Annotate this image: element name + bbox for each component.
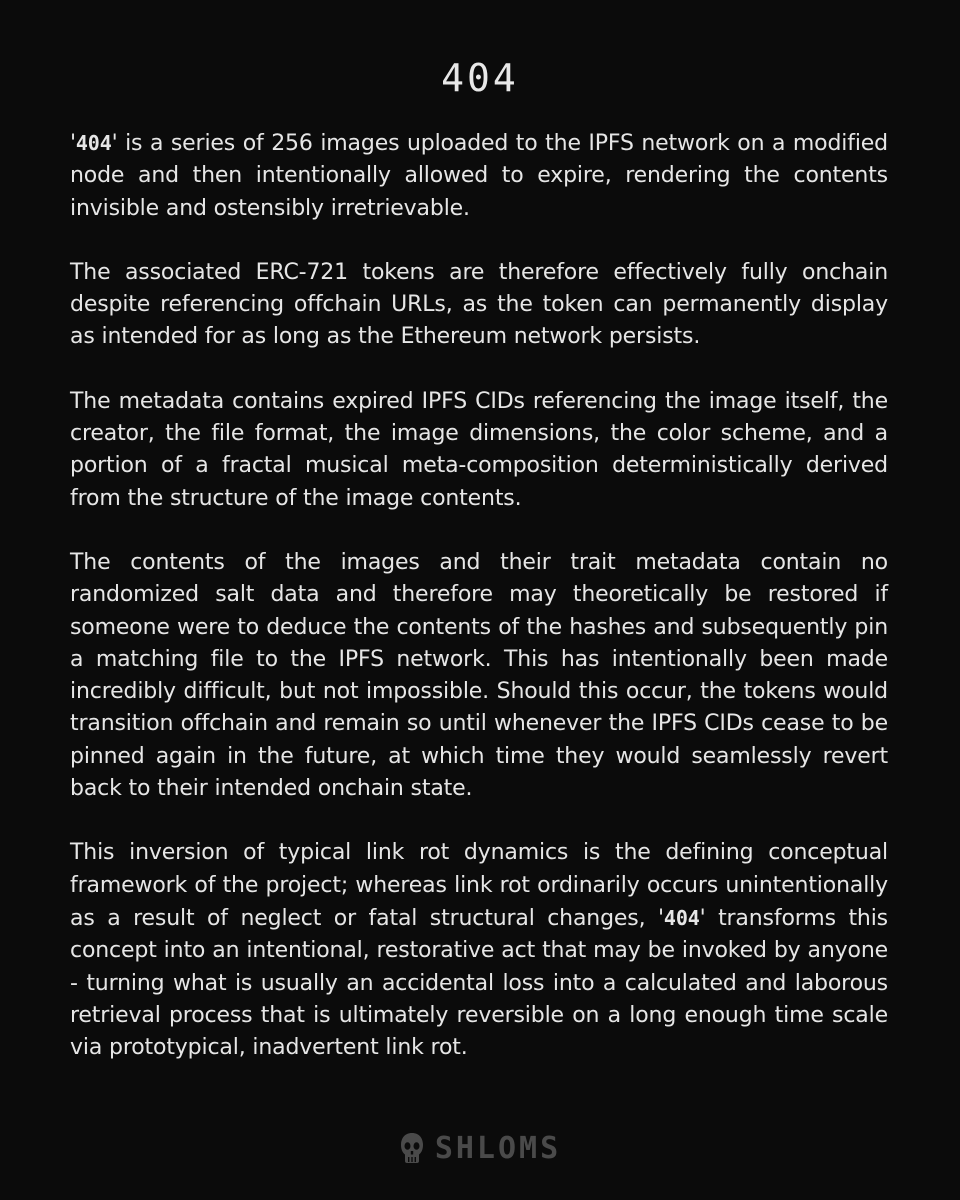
skull-icon bbox=[399, 1132, 425, 1164]
body-text bbox=[70, 127, 888, 1096]
quote-close: ' bbox=[111, 131, 118, 156]
paragraph-link-rot bbox=[70, 837, 888, 1064]
inline-code-404: 404 bbox=[75, 131, 112, 155]
paragraph-intro-text: is a series of 256 images uploaded to the IPFS network on a modified node and then intentionally allowed to expire, rendering the contents invisible and ostensibly irretrievable. bbox=[70, 131, 888, 221]
paragraph-tokens: The associated ERC-721 tokens are therefore effectively fully onchain despite referencing offchain URLs, as the token can permanently display as intended for as long as the Ethereum network persists. bbox=[70, 259, 888, 350]
page-title: 404 bbox=[441, 56, 519, 100]
logo-text: SHLOMS bbox=[434, 1130, 562, 1166]
footer-logo bbox=[0, 1128, 960, 1168]
paragraph-intro bbox=[70, 127, 888, 225]
paragraph-restoration: The contents of the images and their trait metadata contain no randomized salt data and therefore may theoretically be restored if someone were to deduce the contents of the hashes and subsequently pin a matching file to the IPFS network. This has intentionally been made incredibly difficult, but not impossible. Should this occur, the tokens would transition offchain and remain so until whenever the IPFS CIDs cease to be pinned again in the future, at which time they would seamlessly revert back to their intended onchain state. bbox=[70, 549, 888, 802]
paragraph-link-rot-text-after: ' transforms this concept into an intentional, restorative act that may be invoked by anyone - turning what is usually an accidental loss into a calculated and laborous retrieval process that is ultimately reversible on a long enough time scale via prototypical, inadvertent link rot. bbox=[70, 905, 888, 1061]
paragraph-link-rot-text-before: This inversion of typical link rot dynamics is the defining conceptual framework of the project; whereas link rot ordinarily occurs unintentionally as a result of neglect or fatal structural changes, ' bbox=[70, 840, 888, 931]
quote-open: ' bbox=[70, 131, 76, 156]
paragraph-metadata: The metadata contains expired IPFS CIDs referencing the image itself, the creator, the file format, the image dimensions, the color scheme, and a portion of a fractal musical meta-composition deterministically derived from the structure of the image contents. bbox=[70, 388, 888, 511]
inline-code-404: 404 bbox=[663, 905, 700, 930]
